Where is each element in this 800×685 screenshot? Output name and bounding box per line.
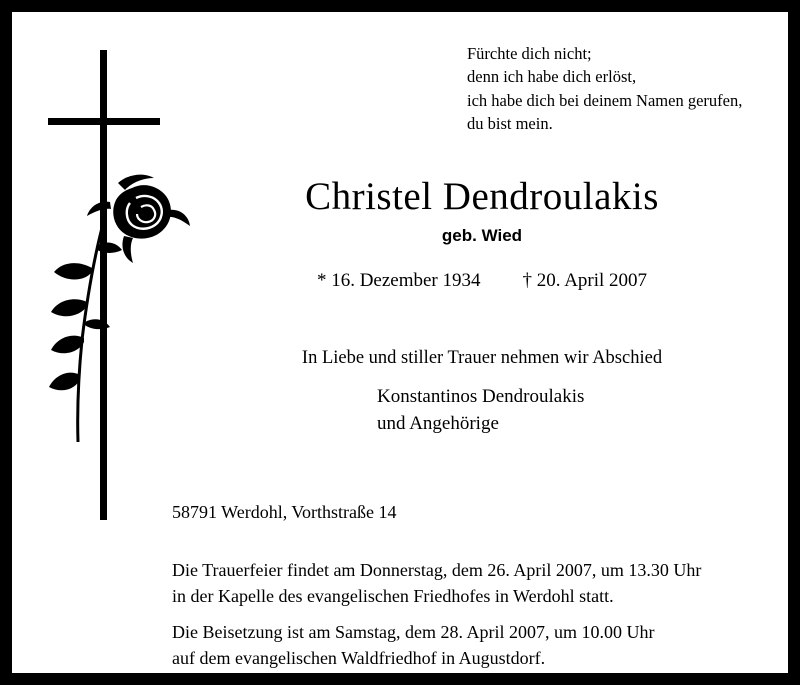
deceased-name: Christel Dendroulakis	[305, 175, 659, 218]
mourner-primary: Konstantinos Dendroulakis	[377, 386, 585, 407]
farewell-text: In Liebe und stiller Trauer nehmen wir Abschied	[301, 348, 663, 368]
verse-line-3: ich habe dich bei deinem Namen gerufen,	[467, 90, 743, 110]
funeral-service-paragraph	[172, 557, 797, 609]
life-dates	[162, 270, 800, 292]
obituary-inner	[12, 12, 788, 673]
verse-line-2: denn ich habe dich erlöst,	[467, 67, 637, 87]
name-block	[162, 177, 800, 246]
verse-block	[467, 42, 797, 136]
funeral-service-line-1: Die Trauerfeier findet am Donnerstag, dem 26. April 2007, um 13.30 Uhr	[172, 560, 702, 580]
verse-line-1: Fürchte dich nicht;	[467, 44, 592, 63]
service-details	[172, 557, 797, 671]
death-date: † 20. April 2007	[522, 270, 648, 291]
burial-line-1: Die Beisetzung ist am Samstag, dem 28. April 2007, um 10.00 Uhr	[172, 622, 655, 643]
mourners-block	[377, 384, 797, 438]
burial-paragraph	[172, 619, 797, 671]
birth-date: * 16. Dezember 1934	[316, 270, 481, 291]
funeral-service-line-2: in der Kapelle des evangelischen Friedhofes in Werdohl statt.	[172, 586, 614, 607]
address-text: 58791 Werdohl, Vorthstraße 14	[172, 502, 397, 522]
verse-line-4: du bist mein.	[467, 114, 553, 134]
burial-line-2: auf dem evangelischen Waldfriedhof in Augustdorf.	[172, 648, 546, 669]
mourner-relatives: und Angehörige	[377, 412, 499, 434]
maiden-name: geb. Wied	[441, 225, 523, 245]
